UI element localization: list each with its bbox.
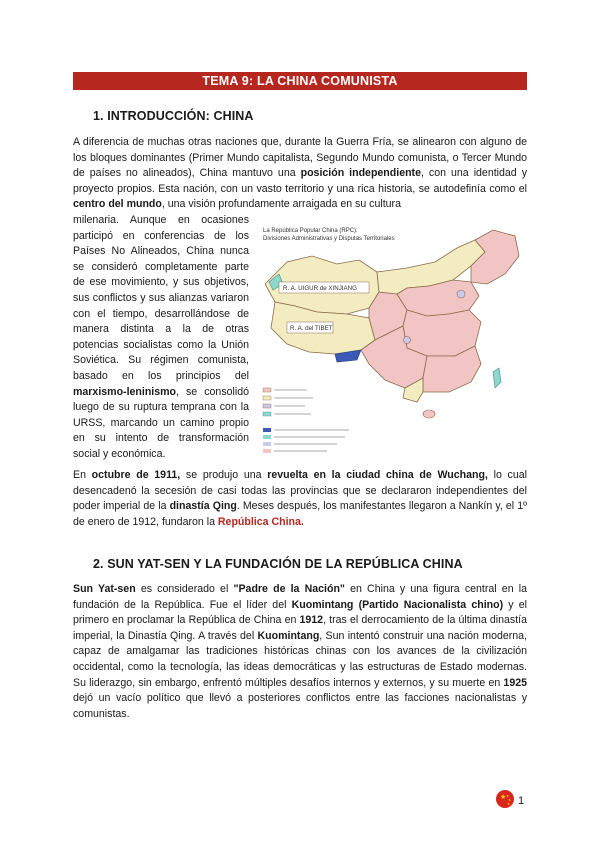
section-1-title: 1. INTRODUCCIÓN: CHINA [93,109,254,123]
sun-yat-sen-paragraph: Sun Yat-sen es considerado el "Padre de la Nación" en China y una figura central en la fundación de la República. Fue el líder del Kuomintang (Partido Nacionalista chino) y el primero en proclamar la República de China en 1912, tras el derrocamiento de la última dinastía imperial, la Dinastía Qing. A través del Kuomintang, Sun intentó construir una nación moderna, capaz de amalgamar las tradiciones históricas chinas con los avances de la civilización occidental, como la tecnología, las ideas democráticas y las estructuras de Estado modernas. Su liderazgo, sin embargo, enfrentó múltiples desafíos internos y externos, y su muerte en 1925 dejó un vacío político que llevó a posteriores conflictos entre las facciones nacionalistas y comunistas. [73,583,528,720]
nonaligned-paragraph: milenaria. Aunque en ocasiones participó en conferencias de los Países No Alineados, China nunca se consideró completamente parte de ese movimiento, y sus objetivos, sus conflictos y sus alianzas variaron con el tiempo, desarrollándose de manera distinta a la de otras potencias socialistas como la Unión Soviética. Su régimen comunista, basado en los principios del marxismo-leninismo, se consolidó luego de su ruptura temprana con la URSS, marcando un camino propio en su intento de transformación social y económica. [73,214,249,460]
map-title-2: Divisiones Administrativas y Disputas Territoriales [263,236,395,242]
map-legend [263,388,349,453]
chapter-banner: TEMA 9: LA CHINA COMUNISTA [73,72,527,90]
section-2-title: 2. SUN YAT-SEN Y LA FUNDACIÓN DE LA REPÚBLICA CHINA [93,557,463,571]
map-title-1: La República Popular China (RPC): [263,228,358,234]
wuchang-paragraph: En octubre de 1911, se produjo una revuelta en la ciudad china de Wuchang, lo cual desencadenó la secesión de casi todas las provincias que se declararon independientes del poder imperial de la dinastía Qing. Meses después, los manifestantes llegaron a Nankín y, el 1º de enero de 1912, fundaron la República China. [73,469,527,528]
municipality-beijing [457,290,465,298]
label-xinjiang: R. A. UIGUR de XINJIANG [283,285,357,292]
region-hainan [423,410,435,418]
label-tibet: R. A. del TIBET [290,325,333,332]
china-flag-icon: ★ ★ ★ ★ [496,790,514,808]
intro-paragraph: A diferencia de muchas otras naciones que, durante la Guerra Fría, se alinearon con alguno de los bloques dominantes (Primer Mundo capitalista, Segundo Mundo comunista, o Tercer Mundo de países no alineados), China mantuvo una posición independiente, con una identidad y proyecto propios. Esta nación, con un vasto territorio y una rica historia, se autodefinía como el centro del mundo, una visión profundamente arraigada en su cultura [73,136,527,211]
china-administrative-map [257,222,527,462]
region-taiwan [493,368,501,388]
page-number: 1 [518,795,525,807]
municipality-chongqing [404,337,411,344]
